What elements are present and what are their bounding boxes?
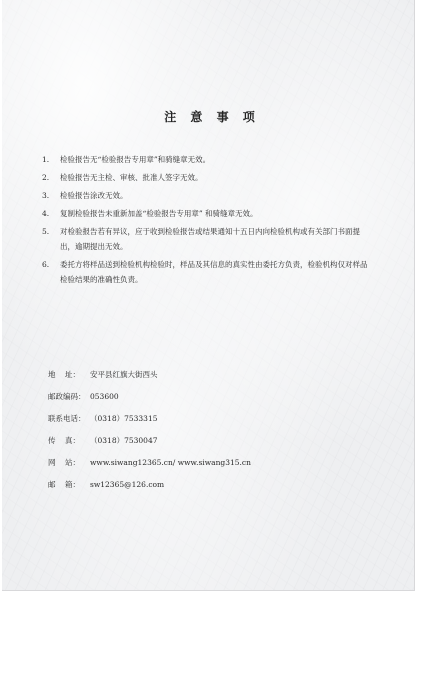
phone-row [48, 408, 378, 430]
list-item [42, 188, 372, 203]
fax-label: 传 真： [48, 436, 81, 445]
contact-block [48, 364, 378, 496]
email-value: sw12365@126.com [90, 480, 165, 489]
postcode-label: 邮政编码： [48, 392, 86, 401]
website-value: www.siwang12365.cn/ www.siwang315.cn [90, 458, 251, 467]
email-label: 邮 箱： [48, 480, 81, 489]
note-number: 5. [42, 227, 50, 236]
website-label: 网 站： [48, 458, 81, 467]
list-item [42, 257, 372, 287]
list-item [42, 170, 372, 185]
note-text: 对检验报告若有异议，应于收到检验报告或结果通知十五日内向检验机构或有关部门书面提出，逾期提出无效。 [60, 227, 360, 251]
note-text: 委托方将样品送到检验机构检验时，样品及其信息的真实性由委托方负责，检验机构仅对样品检验结果的准确性负责。 [60, 260, 368, 284]
note-number: 6. [42, 260, 50, 269]
list-item [42, 206, 372, 221]
phone-value: （0318）7533315 [90, 414, 158, 423]
postcode-row [48, 386, 378, 408]
document-page [2, 0, 415, 591]
note-number: 1. [42, 155, 50, 164]
note-number: 3. [42, 191, 50, 200]
page-title: 注 意 事 项 [164, 110, 260, 124]
address-label: 地 址： [48, 370, 81, 379]
website-row [48, 452, 378, 474]
postcode-value: 053600 [90, 392, 119, 401]
phone-label: 联系电话： [48, 414, 86, 423]
note-text: 检验报告涂改无效。 [60, 191, 128, 200]
note-text: 复制检验报告未重新加盖“检验报告专用章” 和骑缝章无效。 [60, 209, 258, 218]
address-value: 安平县红旗大街西头 [90, 370, 158, 379]
note-number: 4. [42, 209, 50, 218]
email-row [48, 474, 378, 496]
fax-value: （0318）7530047 [90, 436, 158, 445]
address-row [48, 364, 378, 386]
note-number: 2. [42, 173, 50, 182]
fax-row [48, 430, 378, 452]
notes-list [42, 152, 372, 290]
list-item [42, 224, 372, 254]
note-text: 检验报告无主检、审核、批准人签字无效。 [60, 173, 203, 182]
note-text: 检验报告无“检验报告专用章”和骑缝章无效。 [60, 155, 211, 164]
list-item [42, 152, 372, 167]
